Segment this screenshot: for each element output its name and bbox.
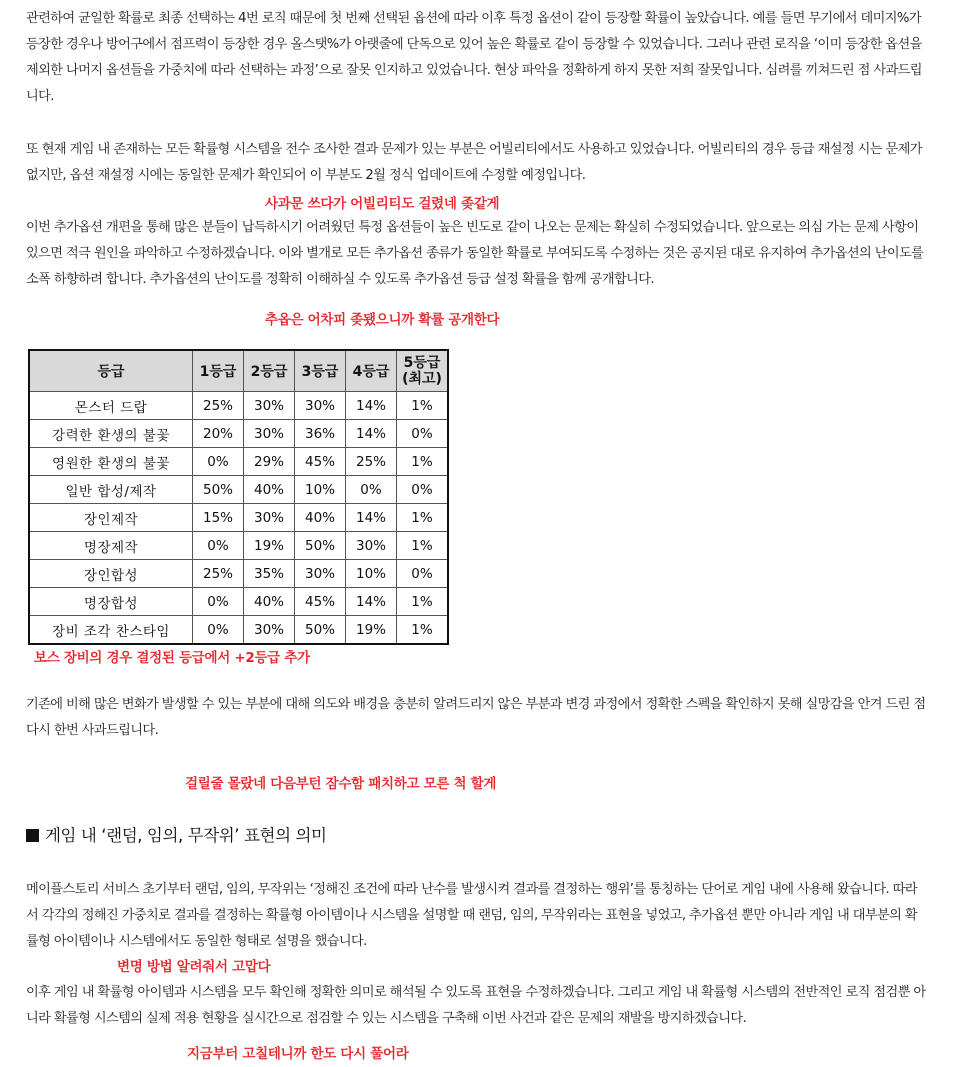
table-cell: 14%	[346, 420, 397, 448]
table-row	[29, 448, 448, 476]
table-cell: 10%	[295, 476, 346, 504]
table-cell: 1%	[397, 448, 449, 476]
table-cell: 40%	[295, 504, 346, 532]
table-cell: 0%	[193, 532, 244, 560]
table-row	[29, 504, 448, 532]
table-row	[29, 420, 448, 448]
header-grade-2: 2등급	[244, 350, 295, 392]
row-label: 일반 합성/제작	[29, 476, 193, 504]
table-row	[29, 616, 448, 645]
header-grade-5: 5등급 (최고)	[397, 350, 449, 392]
table-cell: 25%	[193, 560, 244, 588]
table-cell: 40%	[244, 476, 295, 504]
table-cell: 50%	[295, 616, 346, 645]
table-cell: 30%	[244, 504, 295, 532]
table-cell: 30%	[244, 616, 295, 645]
comment-probability: 추옵은 어차피 좆됐으니까 확률 공개한다	[265, 312, 500, 328]
row-label: 몬스터 드랍	[29, 392, 193, 420]
table-cell: 40%	[244, 588, 295, 616]
table-cell: 1%	[397, 616, 449, 645]
table-cell: 30%	[295, 560, 346, 588]
paragraph-ability-issue: 또 현재 게임 내 존재하는 모든 확률형 시스템을 전수 조사한 결과 문제가 있는 부분은 어빌리티에서도 사용하고 있었습니다. 어빌리티의 경우 등급 재설정 시는 문제가 없지만, 옵션 재설정 시에는 동일한 문제가 확인되어 이 부분도 2월 정식 업데이트에 수정할 예정입니다.	[26, 142, 922, 183]
header-grade-3: 3등급	[295, 350, 346, 392]
table-row	[29, 476, 448, 504]
paragraph-apology: 기존에 비해 많은 변화가 발생할 수 있는 부분에 대해 의도와 배경을 충분히 알려드리지 않은 부분과 변경 과정에서 정확한 스펙을 확인하지 못해 실망감을 안겨 드린 점 다시 한번 사과드립니다.	[26, 697, 926, 738]
table-cell: 1%	[397, 504, 449, 532]
table-cell: 20%	[193, 420, 244, 448]
table-cell: 14%	[346, 504, 397, 532]
table-cell: 25%	[193, 392, 244, 420]
table-cell: 0%	[397, 476, 449, 504]
table-cell: 0%	[397, 420, 449, 448]
header-grade-1: 1등급	[193, 350, 244, 392]
table-cell: 0%	[346, 476, 397, 504]
comment-excuse: 변명 방법 알려줘서 고맙다	[117, 959, 271, 975]
table-cell: 0%	[193, 588, 244, 616]
table-cell: 30%	[295, 392, 346, 420]
table-cell: 50%	[295, 532, 346, 560]
table-cell: 14%	[346, 392, 397, 420]
table-cell: 50%	[193, 476, 244, 504]
table-cell: 30%	[244, 392, 295, 420]
table-cell: 25%	[346, 448, 397, 476]
table-cell: 1%	[397, 532, 449, 560]
table-cell: 1%	[397, 588, 449, 616]
table-cell: 0%	[193, 616, 244, 645]
table-cell: 10%	[346, 560, 397, 588]
row-label: 강력한 환생의 불꽃	[29, 420, 193, 448]
table-cell: 0%	[397, 560, 449, 588]
table-cell: 19%	[346, 616, 397, 645]
row-label: 명장제작	[29, 532, 193, 560]
comment-limit: 지금부터 고칠테니까 한도 다시 풀어라	[187, 1046, 409, 1062]
table-cell: 30%	[244, 420, 295, 448]
section-heading: 게임 내 ‘랜덤, 임의, 무작위’ 표현의 의미	[26, 822, 327, 846]
table-cell: 15%	[193, 504, 244, 532]
table-cell: 14%	[346, 588, 397, 616]
paragraph-random-meaning: 메이플스토리 서비스 초기부터 랜덤, 임의, 무작위는 ‘정해진 조건에 따라 난수를 발생시켜 결과를 결정하는 행위’를 통칭하는 단어로 게임 내에 사용해 왔습니다. 따라서 각각의 정해진 가중치로 결과를 결정하는 확률형 아이템이나 시스템을 설명할 때 랜덤, 임의, 무작위라는 표현을 넣었고, 추가옵션 뿐만 아니라 게임 내 대부분의 확률형 아이템이나 시스템에서도 동일한 형태로 설명을 했습니다.	[26, 882, 917, 949]
paragraph-logic-explanation: 관련하여 균일한 확률로 최종 선택하는 4번 로직 때문에 첫 번째 선택된 옵션에 따라 이후 특정 옵션이 같이 등장할 확률이 높았습니다. 예를 들면 무기에서 데미지%가 등장한 경우나 방어구에서 점프력이 등장한 경우 올스탯%가 아랫줄에 단독으로 있어 높은 확률로 같이 등장할 수 있었습니다. 그러나 관련 로직을 ‘이미 등장한 옵션을 제외한 나머지 옵션들을 가중치에 따라 선택하는 과정’으로 잘못 인지하고 있었습니다. 현상 파악을 정확하게 하지 못한 저희 잘못입니다. 심려를 끼쳐드린 점 사과드립니다.	[26, 11, 922, 104]
row-label: 장인제작	[29, 504, 193, 532]
table-cell: 0%	[193, 448, 244, 476]
row-label: 명장합성	[29, 588, 193, 616]
table-cell: 29%	[244, 448, 295, 476]
table-row	[29, 392, 448, 420]
table-cell: 35%	[244, 560, 295, 588]
table-header-row	[29, 350, 448, 392]
comment-ability: 사과문 쓰다가 어빌리티도 걸렸네 좆같게	[265, 196, 500, 212]
table-cell: 1%	[397, 392, 449, 420]
paragraph-additional-option-fix: 이번 추가옵션 개편을 통해 많은 분들이 납득하시기 어려웠던 특정 옵션들이 높은 빈도로 같이 나오는 문제는 확실히 수정되었습니다. 앞으로는 의심 가는 문제 사항이 있으면 적극 원인을 파악하고 수정하겠습니다. 이와 별개로 모든 추가옵션 종류가 동일한 확률로 부여되도록 수정하는 것은 공지된 대로 유지하여 추가옵션의 난이도를 소폭 하향하려 합니다. 추가옵션의 난이도를 정확히 이해하실 수 있도록 추가옵션 등급 설정 확률을 함께 공개합니다.	[26, 220, 924, 287]
square-bullet-icon	[26, 829, 39, 842]
table-cell: 36%	[295, 420, 346, 448]
row-label: 장인합성	[29, 560, 193, 588]
table-cell: 30%	[346, 532, 397, 560]
header-grade: 등급	[29, 350, 193, 392]
table-cell: 45%	[295, 448, 346, 476]
row-label: 장비 조각 찬스타임	[29, 616, 193, 645]
table-row	[29, 532, 448, 560]
table-row	[29, 588, 448, 616]
comment-boss-equipment: 보스 장비의 경우 결정된 등급에서 +2등급 추가	[34, 650, 310, 666]
grade-probability-table	[28, 349, 449, 645]
table-cell: 19%	[244, 532, 295, 560]
header-grade-4: 4등급	[346, 350, 397, 392]
paragraph-future-fix: 이후 게임 내 확률형 아이템과 시스템을 모두 확인해 정확한 의미로 해석될 수 있도록 표현을 수정하겠습니다. 그리고 게임 내 확률형 시스템의 전반적인 로직 점검뿐 아니라 확률형 시스템의 실제 적용 현황을 실시간으로 점검할 수 있는 시스템을 구축해 이번 사건과 같은 문제의 재발을 방지하겠습니다.	[26, 985, 926, 1026]
table-cell: 45%	[295, 588, 346, 616]
row-label: 영원한 환생의 불꽃	[29, 448, 193, 476]
comment-submarine-patch: 걸릴줄 몰랐네 다음부턴 잠수함 패치하고 모른 척 할게	[185, 776, 497, 792]
table-row	[29, 560, 448, 588]
